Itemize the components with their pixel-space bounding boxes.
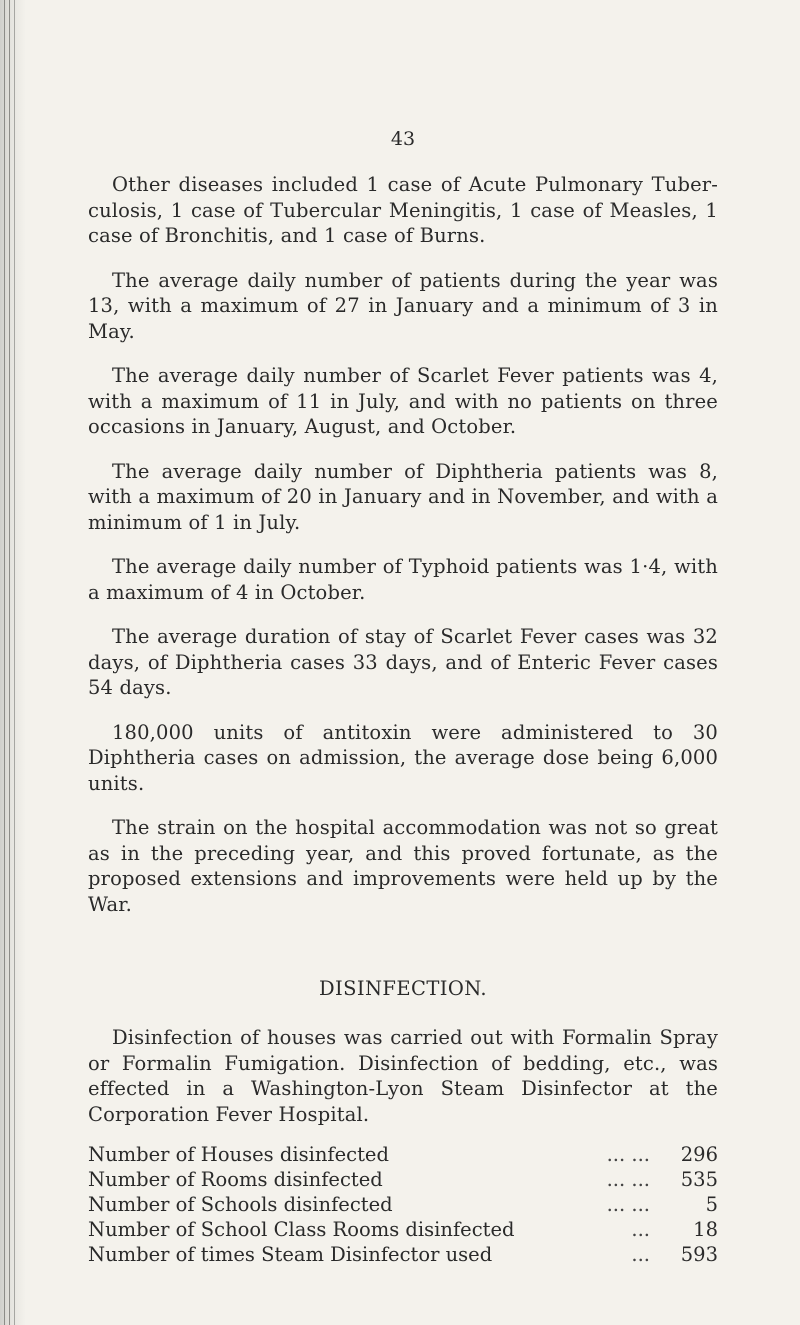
stat-row: [88, 1167, 718, 1192]
stat-value: 5: [705, 1193, 718, 1216]
page-binding-edge: [0, 0, 26, 1325]
stat-row: [88, 1217, 718, 1242]
stat-label: Number of Rooms disinfected: [88, 1168, 383, 1191]
paragraph-hospital-strain: The strain on the hospital accommodation was not so great as in the preceding year, and this proved fortunate, as the proposed extensions and improvements were held up by the War.: [88, 816, 718, 916]
stat-leaders: ... ...: [606, 1168, 650, 1191]
page-number: 43: [390, 128, 416, 150]
paragraph-diphtheria: The average daily number of Diphtheria patients was 8, with a maximum of 20 in January and in November, and with a minimum of 1 in July.: [88, 459, 718, 534]
paragraph-typhoid: The average daily number of Typhoid patients was 1·4, with a maximum of 4 in October.: [88, 555, 718, 604]
paragraph-daily-patients: The average daily number of patients during the year was 13, with a maximum of 27 in January and a minimum of 3 in May.: [88, 268, 718, 343]
binding-rule: [4, 0, 5, 1325]
stat-row: [88, 1142, 718, 1167]
stat-value: 18: [693, 1218, 718, 1241]
stat-leaders: ... ...: [606, 1193, 650, 1216]
paragraph-disinfection-intro: Disinfection of houses was carried out with Formalin Spray or Formalin Fumigation. Disinfection of bedding, etc., was effected in a Washington-Lyon Steam Disinfector at the Corporation Fever Hospital.: [88, 1026, 718, 1126]
paragraph-other-diseases: Other diseases included 1 case of Acute Pulmonary Tuber-culosis, 1 case of Tubercular Meningitis, 1 case of Measles, 1 case of Bronchitis, and 1 case of Burns.: [88, 173, 718, 247]
stat-value: 296: [680, 1143, 718, 1166]
stat-row: [88, 1242, 718, 1267]
stat-label: Number of School Class Rooms disinfected: [88, 1218, 515, 1241]
document-page: [88, 128, 718, 1267]
stat-leaders: ...: [631, 1218, 650, 1241]
binding-rule: [14, 0, 15, 1325]
disinfection-stats-list: [88, 1142, 718, 1267]
stat-value: 535: [680, 1168, 718, 1191]
stat-leaders: ... ...: [606, 1143, 650, 1166]
paragraph-antitoxin: 180,000 units of antitoxin were administered to 30 Diphtheria cases on admission, the average dose being 6,000 units.: [88, 720, 718, 795]
stat-value: 593: [680, 1243, 718, 1266]
disinfection-section: [88, 977, 718, 1267]
stat-label: Number of Schools disinfected: [88, 1193, 393, 1216]
binding-rule: [9, 0, 10, 1325]
stat-label: Number of Houses disinfected: [88, 1143, 389, 1166]
hospital-report-section: [88, 172, 718, 917]
section-heading: DISINFECTION.: [318, 977, 488, 1000]
stat-row: [88, 1192, 718, 1217]
paragraph-duration-of-stay: The average duration of stay of Scarlet Fever cases was 32 days, of Diphtheria cases 33 days, and of Enteric Fever cases 54 days.: [88, 625, 718, 699]
stat-leaders: ...: [631, 1243, 650, 1266]
stat-label: Number of times Steam Disinfector used: [88, 1243, 493, 1266]
paragraph-scarlet-fever: The average daily number of Scarlet Fever patients was 4, with a maximum of 11 in July, and with no patients on three occasions in January, August, and October.: [88, 364, 718, 438]
